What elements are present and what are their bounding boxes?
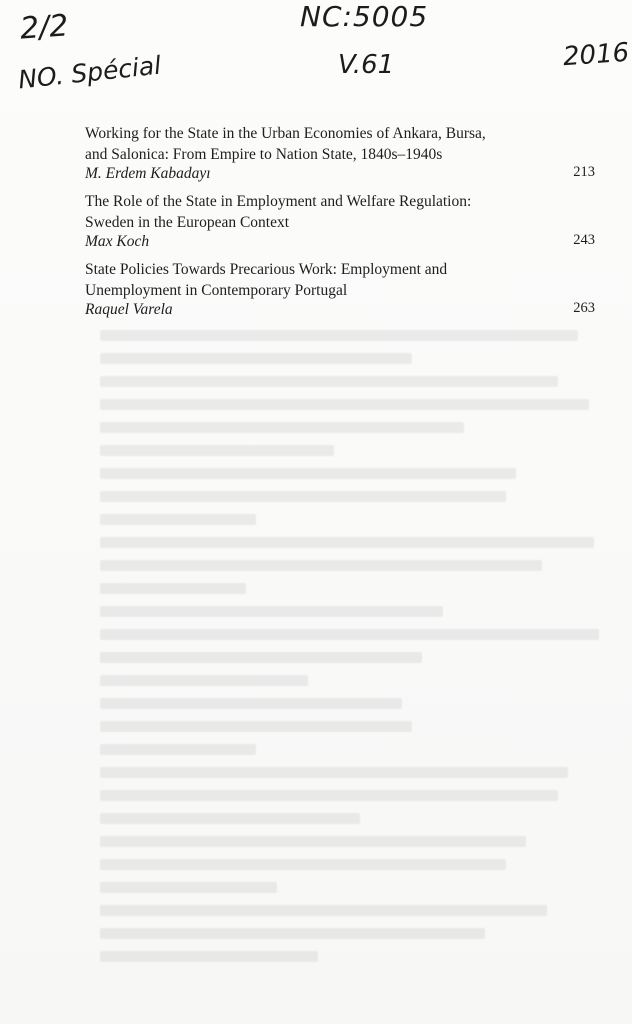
entry-author: Max Koch [85,233,150,250]
toc-entry [85,124,595,183]
entry-title-line: Working for the State in the Urban Economies of Ankara, Bursa, [85,125,486,142]
handwritten-special-note: NO. Spécial [16,50,163,95]
entry-page-number: 213 [573,164,595,180]
table-of-contents [85,124,595,328]
entry-page-number: 243 [573,232,595,248]
entry-author: M. Erdem Kabadayı [85,165,211,182]
toc-entry [85,192,595,251]
handwritten-fraction: 2/2 [18,8,70,47]
show-through-text [100,330,620,970]
entry-title-line: Sweden in the European Context [85,213,290,231]
toc-entry [85,260,595,319]
entry-title-line: Unemployment in Contemporary Portugal [85,281,348,299]
handwritten-year: 2016 [562,37,631,73]
entry-title-line: and Salonica: From Empire to Nation State, 1840s–1940s [85,145,443,163]
entry-title-line: State Policies Towards Precarious Work: Employment and [85,261,448,278]
handwritten-volume: V.61 [338,50,395,80]
entry-author: Raquel Varela [85,301,173,318]
handwritten-call-number: NC:5005 [300,0,429,33]
entry-title-line: The Role of the State in Employment and Welfare Regulation: [85,193,472,210]
entry-page-number: 263 [573,300,595,316]
